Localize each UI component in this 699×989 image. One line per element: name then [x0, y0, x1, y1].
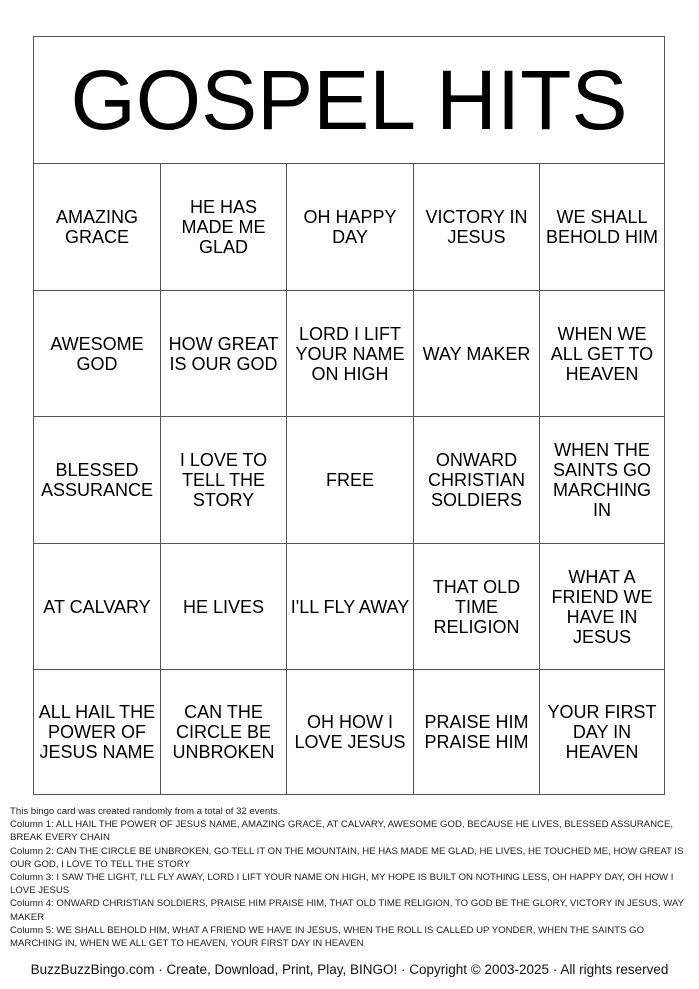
bingo-cell: WE SHALL BEHOLD HIM — [540, 164, 664, 291]
notes-column-3: Column 3: I SAW THE LIGHT, I'LL FLY AWAY, LORD I LIFT YOUR NAME ON HIGH, MY HOPE IS BUILT ON NOTHING LESS, OH HAPPY DAY, OH HOW I LOVE JESUS — [10, 872, 674, 897]
bingo-cell: ALL HAIL THE POWER OF JESUS NAME — [34, 670, 161, 794]
bingo-cell: AT CALVARY — [34, 544, 161, 670]
bingo-cell: THAT OLD TIME RELIGION — [414, 544, 540, 670]
card-title: GOSPEL HITS — [34, 37, 664, 164]
notes-column-1: Column 1: ALL HAIL THE POWER OF JESUS NAME, AMAZING GRACE, AT CALVARY, AWESOME GOD, BECAUSE HE LIVES, BLESSED ASSURANCE, BREAK EVERY CHAIN — [10, 819, 674, 844]
bingo-cell: YOUR FIRST DAY IN HEAVEN — [547, 702, 657, 762]
bingo-grid — [34, 164, 664, 794]
bingo-cell: BLESSED ASSURANCE — [34, 417, 161, 544]
bingo-cell: CAN THE CIRCLE BE UNBROKEN — [161, 670, 287, 794]
notes-column-5: Column 5: WE SHALL BEHOLD HIM, WHAT A FRIEND WE HAVE IN JESUS, WHEN THE ROLL IS CALLED UP YONDER, WHEN THE SAINTS GO MARCHING IN, WHEN WE ALL GET TO HEAVEN, YOUR FIRST DAY IN HEAVEN — [10, 924, 645, 950]
free-space-cell: FREE — [287, 417, 414, 544]
footer-copyright: BuzzBuzzBingo.com · Create, Download, Print, Play, BINGO! · Copyright © 2003-2025 · All rights reserved — [30, 962, 669, 977]
bingo-cell: WAY MAKER — [414, 291, 540, 417]
bingo-cell: I'LL FLY AWAY — [287, 544, 414, 670]
bingo-cell: AMAZING GRACE — [34, 164, 161, 291]
bingo-cell: WHEN THE SAINTS GO MARCHING IN — [540, 417, 664, 544]
bingo-cell: WHAT A FRIEND WE HAVE IN JESUS — [540, 544, 664, 670]
bingo-cell: HE LIVES — [161, 544, 287, 670]
notes-intro: This bingo card was created randomly from a total of 32 events. — [10, 806, 281, 817]
bingo-cell: HOW GREAT IS OUR GOD — [161, 291, 287, 417]
bingo-cell: AWESOME GOD — [34, 291, 161, 417]
bingo-cell: LORD I LIFT YOUR NAME ON HIGH — [287, 291, 414, 417]
bingo-cell: PRAISE HIM PRAISE HIM — [414, 670, 540, 794]
notes-column-2: Column 2: CAN THE CIRCLE BE UNBROKEN, GO TELL IT ON THE MOUNTAIN, HE HAS MADE ME GLAD, HE LIVES, HE TOUCHED ME, HOW GREAT IS OUR GOD, I LOVE TO TELL THE STORY — [10, 845, 684, 870]
bingo-cell: VICTORY IN JESUS — [414, 164, 540, 291]
card-notes — [10, 805, 695, 950]
bingo-cell: HE HAS MADE ME GLAD — [161, 164, 287, 291]
bingo-cell: ONWARD CHRISTIAN SOLDIERS — [414, 417, 540, 544]
bingo-cell: OH HAPPY DAY — [287, 164, 414, 291]
bingo-cell: WHEN WE ALL GET TO HEAVEN — [540, 291, 664, 417]
bingo-card — [33, 36, 665, 795]
bingo-cell: OH HOW I LOVE JESUS — [287, 670, 414, 794]
bingo-cell: I LOVE TO TELL THE STORY — [161, 417, 287, 544]
notes-column-4: Column 4: ONWARD CHRISTIAN SOLDIERS, PRAISE HIM PRAISE HIM, THAT OLD TIME RELIGION, TO GOD BE THE GLORY, VICTORY IN JESUS, WAY MAKER — [10, 898, 684, 923]
